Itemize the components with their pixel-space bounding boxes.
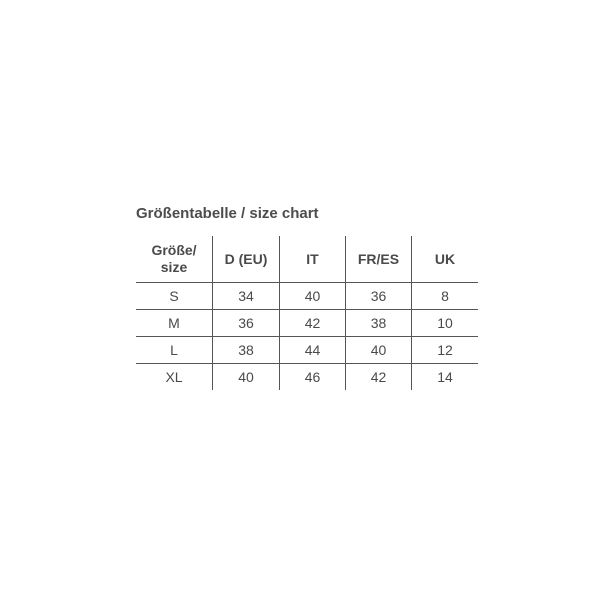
table-cell: M bbox=[136, 310, 213, 337]
table-cell: S bbox=[136, 283, 213, 310]
header-it: IT bbox=[280, 236, 346, 283]
table-header-row bbox=[136, 236, 478, 283]
table-cell: XL bbox=[165, 369, 183, 385]
table-cell: 10 bbox=[412, 310, 479, 337]
table-cell: 36 bbox=[346, 283, 412, 310]
table-cell: 42 bbox=[346, 364, 412, 391]
table-cell: 42 bbox=[280, 310, 346, 337]
table-cell: 38 bbox=[213, 337, 280, 364]
table-cell: 8 bbox=[412, 283, 479, 310]
table-cell: 40 bbox=[346, 337, 412, 364]
table-row bbox=[136, 337, 478, 364]
table-cell: 44 bbox=[280, 337, 346, 364]
size-table bbox=[136, 236, 478, 390]
table-cell: 12 bbox=[412, 337, 479, 364]
table-cell: 34 bbox=[213, 283, 280, 310]
table-cell: 40 bbox=[213, 364, 280, 391]
header-fr-es: FR/ES bbox=[346, 236, 412, 283]
header-size-line-2: size bbox=[160, 259, 188, 275]
table-row bbox=[136, 310, 478, 337]
table-row bbox=[136, 364, 478, 391]
header-uk: UK bbox=[412, 236, 479, 283]
header-size-line-1: Größe/ bbox=[151, 242, 197, 258]
table-cell: 38 bbox=[346, 310, 412, 337]
table-cell: 36 bbox=[213, 310, 280, 337]
table-row bbox=[136, 283, 478, 310]
header-size bbox=[136, 236, 213, 283]
size-chart-title: Größentabelle / size chart bbox=[136, 205, 319, 222]
table-cell: L bbox=[136, 337, 213, 364]
table-cell: 46 bbox=[280, 364, 346, 391]
header-d-eu: D (EU) bbox=[213, 236, 280, 283]
table-cell: 40 bbox=[280, 283, 346, 310]
table-cell: 14 bbox=[412, 364, 479, 391]
